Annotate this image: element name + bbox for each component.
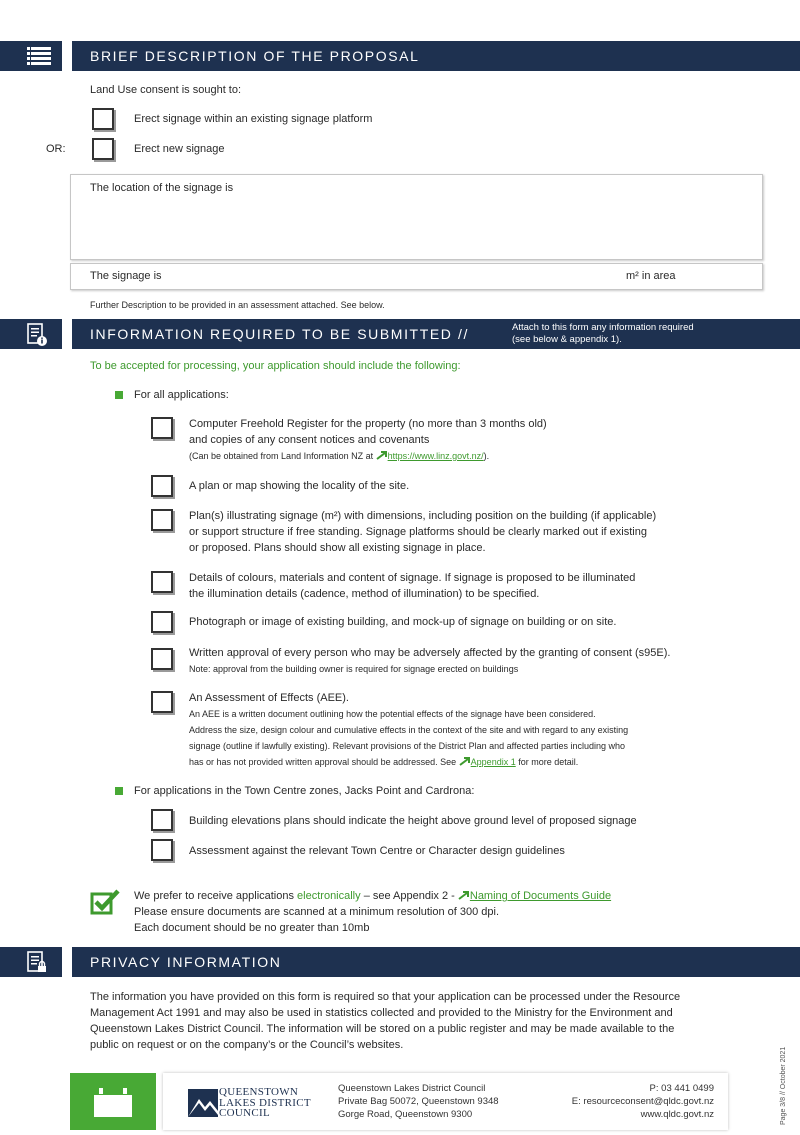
privacy-paragraph <box>90 989 770 1053</box>
item-line: Plan(s) illustrating signage (m²) with dimensions, including position on the building (if applicable) <box>189 510 657 522</box>
qldc-logo-icon <box>188 1089 218 1117</box>
address-line: Private Bag 50072, Queenstown 9348 <box>338 1096 499 1107</box>
document-info-icon <box>0 319 62 349</box>
electronic-preference-note <box>134 888 611 936</box>
item-line: Written approval of every person who may be adversely affected by the granting of consent (s95E). <box>189 647 671 659</box>
footer-address <box>338 1082 499 1121</box>
preference-line: Each document should be no greater than 10mb <box>134 922 370 934</box>
aee-checkbox[interactable] <box>151 691 173 713</box>
all-applications-heading: For all applications: <box>134 389 229 401</box>
note-text: has or has not provided written approval should be addressed. See <box>189 757 459 767</box>
option-existing-platform-checkbox[interactable] <box>92 108 114 130</box>
item-line: An Assessment of Effects (AEE). <box>189 692 349 704</box>
phone-number: P: 03 441 0499 <box>649 1083 714 1094</box>
section-header-privacy <box>72 947 800 977</box>
link-arrow-icon <box>376 450 388 460</box>
website-link[interactable]: www.qldc.govt.nz <box>640 1109 714 1120</box>
email-address[interactable]: E: resourceconsent@qldc.govt.nz <box>571 1096 714 1107</box>
checklist-item <box>189 645 670 677</box>
processing-lead: To be accepted for processing, your application should include the following: <box>90 360 461 372</box>
preference-line <box>134 888 611 904</box>
section-title: PRIVACY INFORMATION <box>90 954 282 970</box>
written-approval-checkbox[interactable] <box>151 648 173 670</box>
privacy-line: Management Act 1991 and may also be used in statistics collected and provided to the Ministry for the Environment and <box>90 1007 673 1019</box>
cfr-checkbox[interactable] <box>151 417 173 439</box>
intro-text: Land Use consent is sought to: <box>90 84 242 96</box>
preference-line: Please ensure documents are scanned at a minimum resolution of 300 dpi. <box>134 906 500 918</box>
item-note <box>189 448 547 464</box>
checklist-item: Building elevations plans should indicate the height above ground level of proposed signage <box>189 815 637 827</box>
checklist-item: A plan or map showing the locality of the site. <box>189 480 410 492</box>
appendix-1-link[interactable]: Appendix 1 <box>470 757 516 767</box>
pref-text: We prefer to receive applications <box>134 890 298 902</box>
further-description-note: Further Description to be provided in an assessment attached. See below. <box>90 300 385 310</box>
logo-line: COUNCIL <box>219 1107 270 1119</box>
checklist-item: Assessment against the relevant Town Centre or Character design guidelines <box>189 845 565 857</box>
privacy-line: public on request or on the company’s or the Council’s websites. <box>90 1039 404 1051</box>
section-title: BRIEF DESCRIPTION OF THE PROPOSAL <box>90 48 420 64</box>
checkmark-icon <box>90 889 120 915</box>
checklist-item <box>189 508 656 556</box>
linz-link[interactable]: https://www.linz.govt.nz/ <box>387 451 484 461</box>
logo-line: QUEENSTOWN <box>219 1086 299 1098</box>
section-header-info <box>72 319 800 349</box>
privacy-line: Queenstown Lakes District Council. The information will be stored on a public register and may be made available to the <box>90 1023 675 1035</box>
item-note <box>189 754 628 770</box>
option-new-signage-label: Erect new signage <box>134 143 225 155</box>
form-tray-icon <box>70 1073 156 1130</box>
privacy-document-icon <box>0 947 62 977</box>
item-line: Details of colours, materials and content of signage. If signage is proposed to be illuminated <box>189 572 636 584</box>
page-number: Page 3/8 // October 2021 <box>780 1046 787 1125</box>
footer-contact <box>572 1082 714 1121</box>
signage-plans-checkbox[interactable] <box>151 509 173 531</box>
privacy-line: The information you have provided on this form is required so that your application can be processed under the Resource <box>90 991 681 1003</box>
attach-note <box>512 322 694 346</box>
item-line: or proposed. Plans should show all existing signage in place. <box>189 542 486 554</box>
signage-area-field[interactable] <box>70 263 763 290</box>
link-arrow-icon <box>459 756 471 766</box>
item-note: signage (outline if lawfully existing). Relevant provisions of the District Plan and affected parties including who <box>189 741 626 751</box>
photograph-checkbox[interactable] <box>151 611 173 633</box>
design-guidelines-checkbox[interactable] <box>151 839 173 861</box>
location-field[interactable] <box>70 174 763 260</box>
or-label: OR: <box>46 143 66 155</box>
town-centre-heading: For applications in the Town Centre zones, Jacks Point and Cardrona: <box>134 785 475 797</box>
checklist-item <box>189 570 635 602</box>
option-existing-platform-label: Erect signage within an existing signage platform <box>134 113 373 125</box>
link-arrow-icon <box>458 890 470 900</box>
item-note: Address the size, design colour and cumulative effects in the context of the site and with regard to any existing <box>189 725 629 735</box>
naming-guide-link[interactable]: Naming of Documents Guide <box>469 890 612 902</box>
attach-note-line: (see below & appendix 1). <box>512 334 622 345</box>
qldc-logo-text <box>219 1087 311 1119</box>
note-text: (Can be obtained from Land Information NZ at <box>189 451 376 461</box>
checklist-item <box>189 690 628 770</box>
pref-text: – see Appendix 2 - <box>360 890 458 902</box>
attach-note-line: Attach to this form any information required <box>512 322 694 333</box>
colours-materials-checkbox[interactable] <box>151 571 173 593</box>
section-title: INFORMATION REQUIRED TO BE SUBMITTED // <box>90 326 469 342</box>
item-note: Note: approval from the building owner is required for signage erected on buildings <box>189 664 519 674</box>
item-line: the illumination details (cadence, method of illumination) to be specified. <box>189 588 540 600</box>
item-line: or support structure if free standing. Signage platforms should be clearly marked out if existing <box>189 526 647 538</box>
note-text: for more detail. <box>515 757 579 767</box>
footer-green-block <box>70 1073 156 1130</box>
locality-plan-checkbox[interactable] <box>151 475 173 497</box>
option-new-signage-checkbox[interactable] <box>92 138 114 160</box>
bullet-square <box>115 787 123 795</box>
item-line: and copies of any consent notices and covenants <box>189 434 430 446</box>
address-line: Gorge Road, Queenstown 9300 <box>338 1109 473 1120</box>
note-text: ). <box>483 451 490 461</box>
bullet-square <box>115 391 123 399</box>
building-elevations-checkbox[interactable] <box>151 809 173 831</box>
section-header-brief <box>72 41 800 71</box>
footer-contact-card <box>163 1073 728 1130</box>
checklist-item <box>189 416 547 464</box>
item-note: An AEE is a written document outlining how the potential effects of the signage have been considered. <box>189 709 596 719</box>
signage-label: The signage is <box>90 270 162 282</box>
address-line: Queenstown Lakes District Council <box>338 1083 486 1094</box>
list-section-icon <box>0 41 62 71</box>
location-label: The location of the signage is <box>90 182 234 194</box>
item-line: Computer Freehold Register for the property (no more than 3 months old) <box>189 418 547 430</box>
checklist-item: Photograph or image of existing building, and mock-up of signage on building or on site. <box>189 616 617 628</box>
electronically-text: electronically <box>297 890 361 902</box>
area-unit-label: m² in area <box>626 270 676 282</box>
logo-line: LAKES DISTRICT <box>219 1096 311 1109</box>
